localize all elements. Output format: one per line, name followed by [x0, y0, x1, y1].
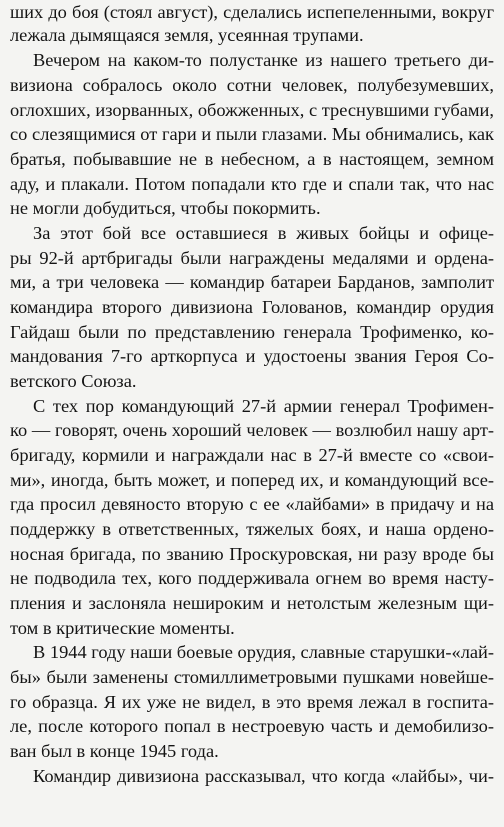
text-line: ветского Союза.	[10, 371, 137, 391]
text-line: пления и заслоняла нешироким и нетолстым железным щи-	[10, 593, 494, 613]
text-line: аду, и плакали. Потом попадали кто где и спали так, что нас	[10, 174, 494, 194]
text-line: лежала дымящаяся земля, усеянная трупами.	[10, 25, 364, 45]
text-line: ми», иногда, быть может, и поперед их, и командующий все-	[10, 470, 494, 490]
text-line: За этот бой все оставшиеся в живых бойцы и офице-	[33, 223, 494, 243]
text-line: мандования 7-го арткорпуса и удостоены звания Героя Со-	[10, 346, 494, 366]
text-line: ших до боя (стоял август), сделались испепеленными, вокруг	[10, 2, 494, 22]
text-line: не могли добудиться, чтобы покормить.	[10, 198, 321, 218]
text-line: В 1944 году наши боевые орудия, славные старушки-«лай-	[33, 642, 494, 662]
text-line: Вечером на каком-то полустанке из нашего третьего ди-	[33, 50, 494, 70]
text-line: гда просил девяносто вторую с ее «лайбами» в придачу и на	[10, 494, 494, 514]
text-line: ле, после которого попал в нестроевую часть и демобилизо-	[10, 716, 494, 736]
text-line: Командир дивизиона рассказывал, что когда «лайбы», чи-	[33, 766, 494, 786]
text-line: бы» были заменены стомиллиметровыми пушками новейше-	[10, 667, 494, 687]
text-line: поддержку в ответственных, тяжелых боях, и наша ордено-	[10, 519, 494, 539]
text-line: визиона собралось около сотни человек, полубезумевших,	[10, 75, 494, 95]
text-line: ры 92-й артбригады были награждены медалями и ордена-	[10, 248, 494, 268]
text-line: командира второго дивизиона Голованов, командир орудия	[10, 297, 494, 317]
text-line: ван был в конце 1945 года.	[10, 741, 219, 761]
text-line: С тех пор командующий 27-й армии генерал Трофимен-	[33, 396, 494, 416]
text-line: братья, побывавшие не в небесном, а в настоящем, земном	[10, 149, 494, 169]
text-line: ми, а три человека — командир батареи Барданов, замполит	[10, 272, 494, 292]
text-line: ко — говорят, очень хороший человек — возлюбил нашу арт-	[10, 420, 494, 440]
text-line: го образца. Я их уже не видел, в это время лежал в госпита-	[10, 692, 494, 712]
text-line: Гайдаш были по представлению генерала Трофименко, ко-	[10, 322, 494, 342]
text-line: со слезящимися от гари и пыли глазами. Мы обнимались, как	[10, 124, 494, 144]
text-line: не подводила тех, кого поддерживала огнем во время насту-	[10, 568, 494, 588]
text-line: том в критические моменты.	[10, 618, 235, 638]
text-line: бригаду, кормили и награждали нас в 27-й вместе со «свои-	[10, 445, 494, 465]
text-line: носная бригада, по званию Проскуровская, ни разу вроде бы	[10, 544, 494, 564]
text-line: оглохших, изорванных, обожженных, с треснувшими губами,	[10, 100, 494, 120]
